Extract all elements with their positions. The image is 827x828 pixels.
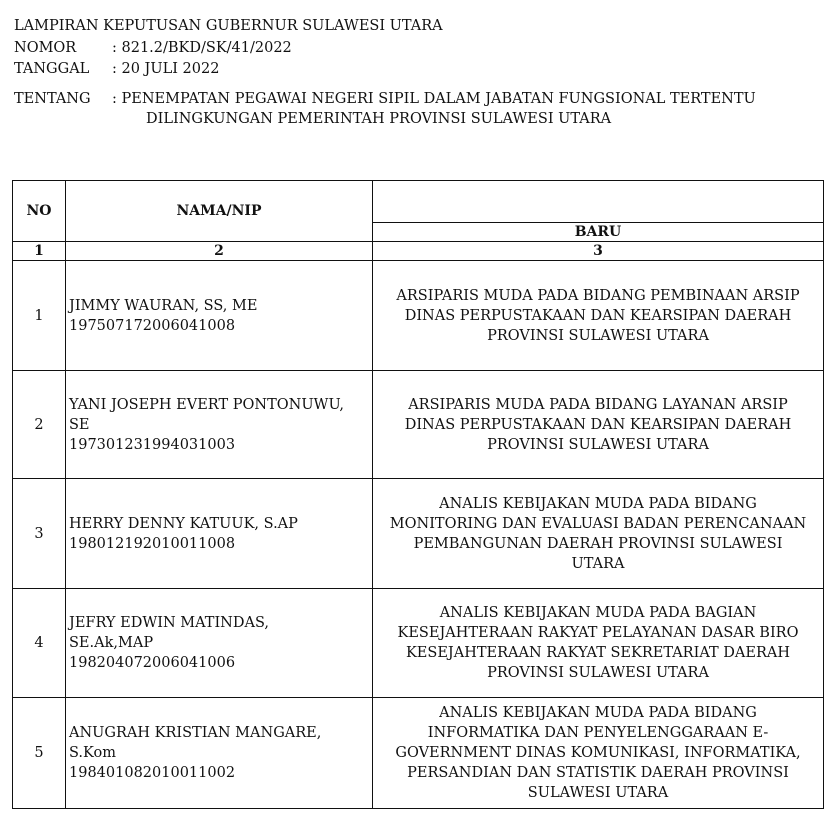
name-nip-line: 197301231994031003 [69, 436, 236, 453]
tentang-line [14, 89, 756, 109]
row-number: 1 [13, 261, 66, 371]
nomor-value: : 821.2/BKD/SK/41/2022 [112, 40, 292, 56]
name-nip-line: YANI JOSEPH EVERT PONTONUWU, [69, 396, 344, 413]
position-line: DINAS PERPUSTAKAAN DAN KEARSIPAN DAERAH [404, 307, 792, 324]
name-nip-line: 198401082010011002 [69, 765, 236, 781]
name-nip-line: 197507172006041008 [69, 317, 236, 334]
table-row [13, 371, 824, 479]
name-nip-cell [66, 698, 373, 809]
tentang-line-2 [14, 109, 611, 129]
tanggal-label: TANGGAL [14, 61, 90, 77]
tentang-value-line1: : PENEMPATAN PEGAWAI NEGERI SIPIL DALAM JABATAN FUNGSIONAL TERTENTU [112, 91, 756, 107]
tanggal-value: : 20 JULI 2022 [112, 61, 220, 77]
position-line: PEMBANGUNAN DAERAH PROVINSI SULAWESI [413, 535, 783, 552]
table-row [13, 479, 824, 589]
index-cell: 2 [66, 242, 373, 261]
position-line: PERSANDIAN DAN STATISTIK DAERAH PROVINSI [407, 765, 789, 781]
name-nip-line: ANUGRAH KRISTIAN MANGARE, [69, 725, 322, 741]
position-line: DINAS PERPUSTAKAAN DAN KEARSIPAN DAERAH [404, 416, 792, 433]
new-position-cell [373, 371, 824, 479]
position-line: ARSIPARIS MUDA PADA BIDANG PEMBINAAN ARSIP [396, 287, 800, 304]
new-position-cell [373, 479, 824, 589]
new-position-cell [373, 261, 824, 371]
index-cell: 3 [373, 242, 824, 261]
placement-table [12, 180, 824, 809]
name-nip-cell [66, 261, 373, 371]
row-number: 3 [13, 479, 66, 589]
position-line: ANALIS KEBIJAKAN MUDA PADA BIDANG [439, 495, 757, 512]
column-header-baru: BARU [373, 223, 824, 242]
index-cell: 1 [13, 242, 66, 261]
position-line: ANALIS KEBIJAKAN MUDA PADA BIDANG [439, 705, 757, 721]
table-row [13, 698, 824, 809]
tentang-value-line2: DILINGKUNGAN PEMERINTAH PROVINSI SULAWESI UTARA [146, 111, 612, 127]
position-line: MONITORING DAN EVALUASI BADAN PERENCANAAN [389, 515, 807, 532]
position-line: INFORMATIKA DAN PENYELENGGARAAN E- [427, 725, 769, 741]
name-nip-cell [66, 371, 373, 479]
nomor-label: NOMOR [14, 40, 77, 56]
position-line: SULAWESI UTARA [527, 785, 669, 801]
new-position-cell [373, 589, 824, 698]
document-title: LAMPIRAN KEPUTUSAN GUBERNUR SULAWESI UTARA [14, 18, 443, 34]
position-line: PROVINSI SULAWESI UTARA [487, 665, 709, 681]
position-line: GOVERNMENT DINAS KOMUNIKASI, INFORMATIKA, [395, 745, 801, 761]
name-nip-line: SE.Ak,MAP [69, 635, 154, 651]
column-header-empty [373, 181, 824, 223]
tanggal-line [14, 59, 219, 79]
name-nip-line: 198204072006041006 [69, 655, 236, 671]
position-line: KESEJAHTERAAN RAKYAT PELAYANAN DASAR BIRO [397, 625, 799, 641]
column-header-no: NO [13, 181, 66, 242]
position-line: ARSIPARIS MUDA PADA BIDANG LAYANAN ARSIP [408, 396, 788, 413]
name-nip-line: SE [69, 416, 90, 433]
column-header-nama: NAMA/NIP [66, 181, 373, 242]
position-line: ANALIS KEBIJAKAN MUDA PADA BAGIAN [439, 605, 757, 621]
nomor-line [14, 38, 292, 58]
new-position-cell [373, 698, 824, 809]
position-line: UTARA [571, 555, 625, 572]
name-nip-line: HERRY DENNY KATUUK, S.AP [69, 515, 298, 532]
position-line: PROVINSI SULAWESI UTARA [487, 327, 709, 344]
name-nip-line: JEFRY EDWIN MATINDAS, [69, 615, 269, 631]
row-number: 5 [13, 698, 66, 809]
table-row [13, 589, 824, 698]
name-nip-cell [66, 589, 373, 698]
position-line: KESEJAHTERAAN RAKYAT SEKRETARIAT DAERAH [405, 645, 791, 661]
table-row [13, 261, 824, 371]
row-number: 2 [13, 371, 66, 479]
index-row [13, 242, 824, 261]
name-nip-line: JIMMY WAURAN, SS, ME [69, 297, 258, 314]
position-line: PROVINSI SULAWESI UTARA [487, 436, 709, 453]
name-nip-line: 198012192010011008 [69, 535, 236, 552]
row-number: 4 [13, 589, 66, 698]
tentang-label: TENTANG [14, 91, 91, 107]
name-nip-cell [66, 479, 373, 589]
name-nip-line: S.Kom [69, 745, 116, 761]
